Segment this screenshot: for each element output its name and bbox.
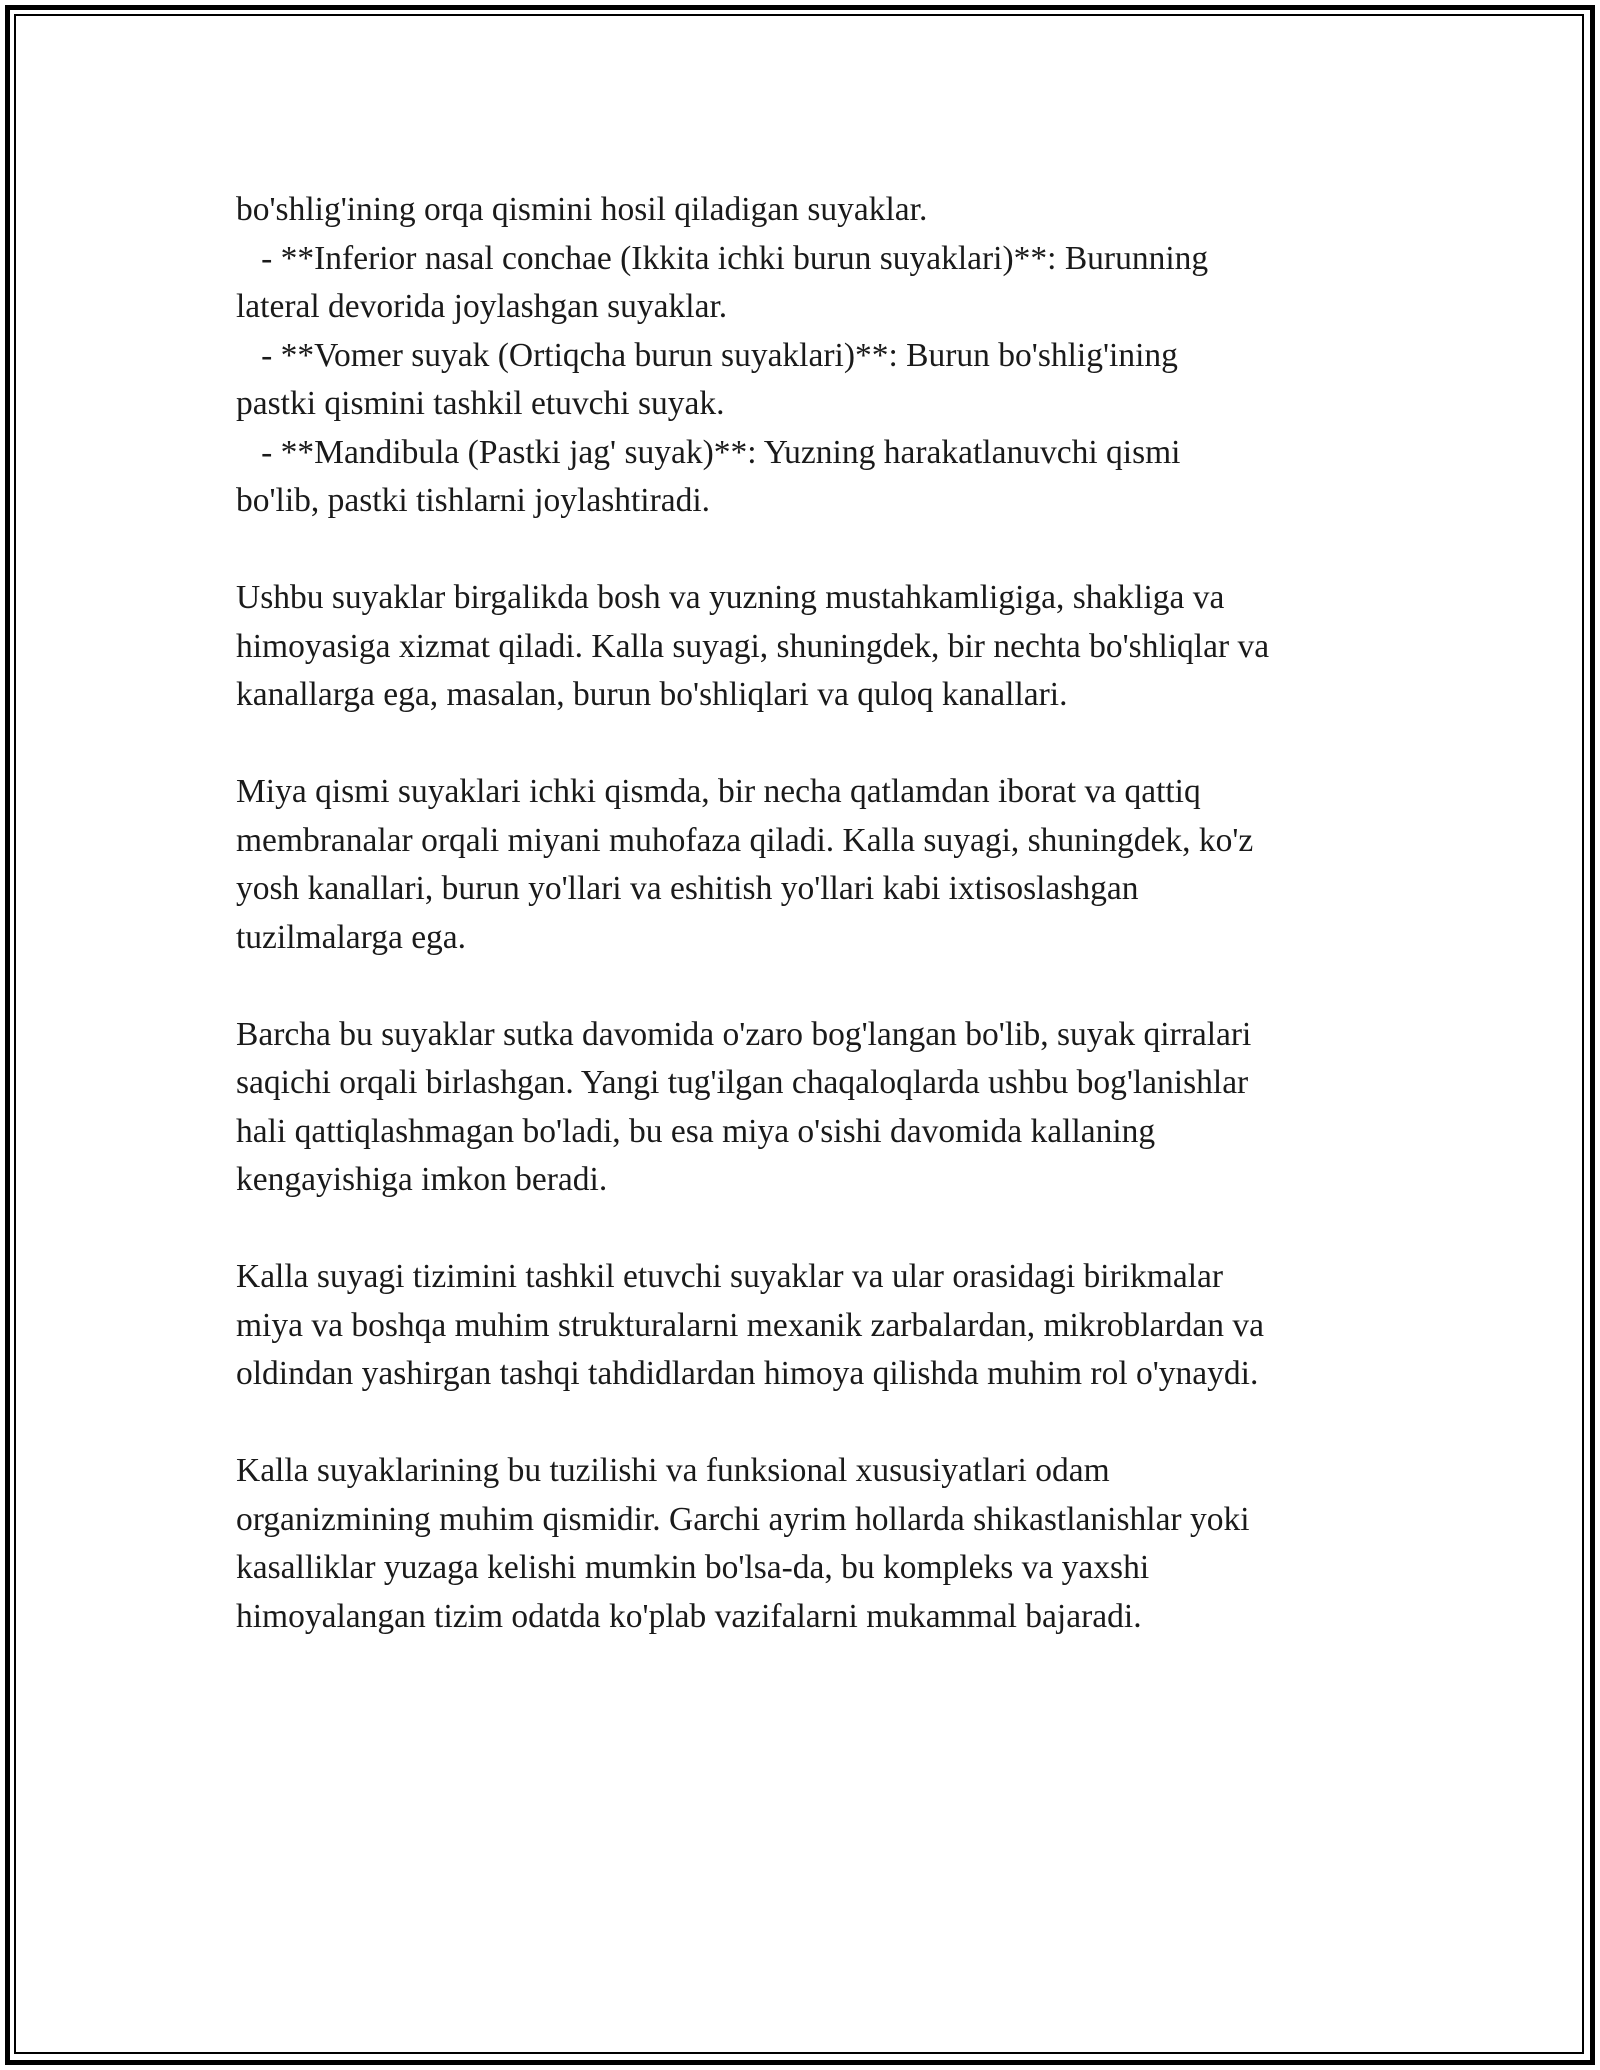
text-line: kanallarga ega, masalan, burun bo'shliqlari va quloq kanallari.	[236, 676, 1068, 713]
text-line: bo'lib, pastki tishlarni joylashtiradi.	[236, 482, 711, 519]
paragraph-3	[236, 1011, 1416, 1205]
text-line: lateral devorida joylashgan suyaklar.	[236, 288, 728, 325]
paragraph-5	[236, 1447, 1416, 1641]
list-item-vomer: - **Vomer suyak (Ortiqcha burun suyaklari)**: Burun bo'shlig'ining	[236, 336, 1178, 374]
text-line: kengayishiga imkon beradi.	[236, 1161, 608, 1198]
text-line: membranalar orqali miyani muhofaza qiladi. Kalla suyagi, shuningdek, ko'z	[236, 821, 1254, 859]
text-line: tuzilmalarga ega.	[236, 918, 467, 956]
text-line: saqichi orqali birlashgan. Yangi tug'ilgan chaqaloqlarda ushbu bog'lanishlar	[236, 1064, 1249, 1101]
text-line: oldindan yashirgan tashqi tahdidlardan himoya qilishda muhim rol o'ynaydi.	[236, 1355, 1259, 1392]
text-line: Kalla suyagi tizimini tashkil etuvchi suyaklar va ular orasidagi birikmalar	[236, 1258, 1224, 1295]
text-line: yosh kanallari, burun yo'llari va eshitish yo'llari kabi ixtisoslashgan	[236, 870, 1139, 907]
text-line: organizmining muhim qismidir. Garchi ayrim hollarda shikastlanishlar yoki	[236, 1500, 1250, 1538]
paragraph-4	[236, 1253, 1416, 1399]
text-line: pastki qismini tashkil etuvchi suyak.	[236, 385, 725, 422]
text-line: kasalliklar yuzaga kelishi mumkin bo'lsa-da, bu kompleks va yaxshi	[236, 1549, 1150, 1586]
list-block	[236, 186, 1416, 526]
list-item-inferior-nasal-conchae: - **Inferior nasal conchae (Ikkita ichki burun suyaklari)**: Burunning	[236, 239, 1209, 277]
text-line: himoyalangan tizim odatda ko'plab vazifalarni mukammal bajaradi.	[236, 1597, 1142, 1635]
text-line: himoyasiga xizmat qiladi. Kalla suyagi, shuningdek, bir nechta bo'shliqlar va	[236, 627, 1270, 665]
list-item-mandibula: - **Mandibula (Pastki jag' suyak)**: Yuzning harakatlanuvchi qismi	[236, 433, 1181, 471]
text-line: Kalla suyaklarining bu tuzilishi va funksional xususiyatlari odam	[236, 1452, 1110, 1489]
text-line: Barcha bu suyaklar sutka davomida o'zaro bog'langan bo'lib, suyak qirralari	[236, 1015, 1252, 1053]
text-line: Ushbu suyaklar birgalikda bosh va yuzning mustahkamligiga, shakliga va	[236, 579, 1225, 616]
paragraph-1	[236, 574, 1416, 720]
text-line: miya va boshqa muhim strukturalarni mexanik zarbalardan, mikroblardan va	[236, 1306, 1264, 1344]
text-line: bo'shlig'ining orqa qismini hosil qiladigan suyaklar.	[236, 191, 928, 228]
document-body	[236, 186, 1416, 1641]
text-line: Miya qismi suyaklari ichki qismda, bir necha qatlamdan iborat va qattiq	[236, 773, 1201, 810]
text-line: hali qattiqlashmagan bo'ladi, bu esa miya o'sishi davomida kallaning	[236, 1112, 1156, 1150]
paragraph-2	[236, 768, 1416, 962]
